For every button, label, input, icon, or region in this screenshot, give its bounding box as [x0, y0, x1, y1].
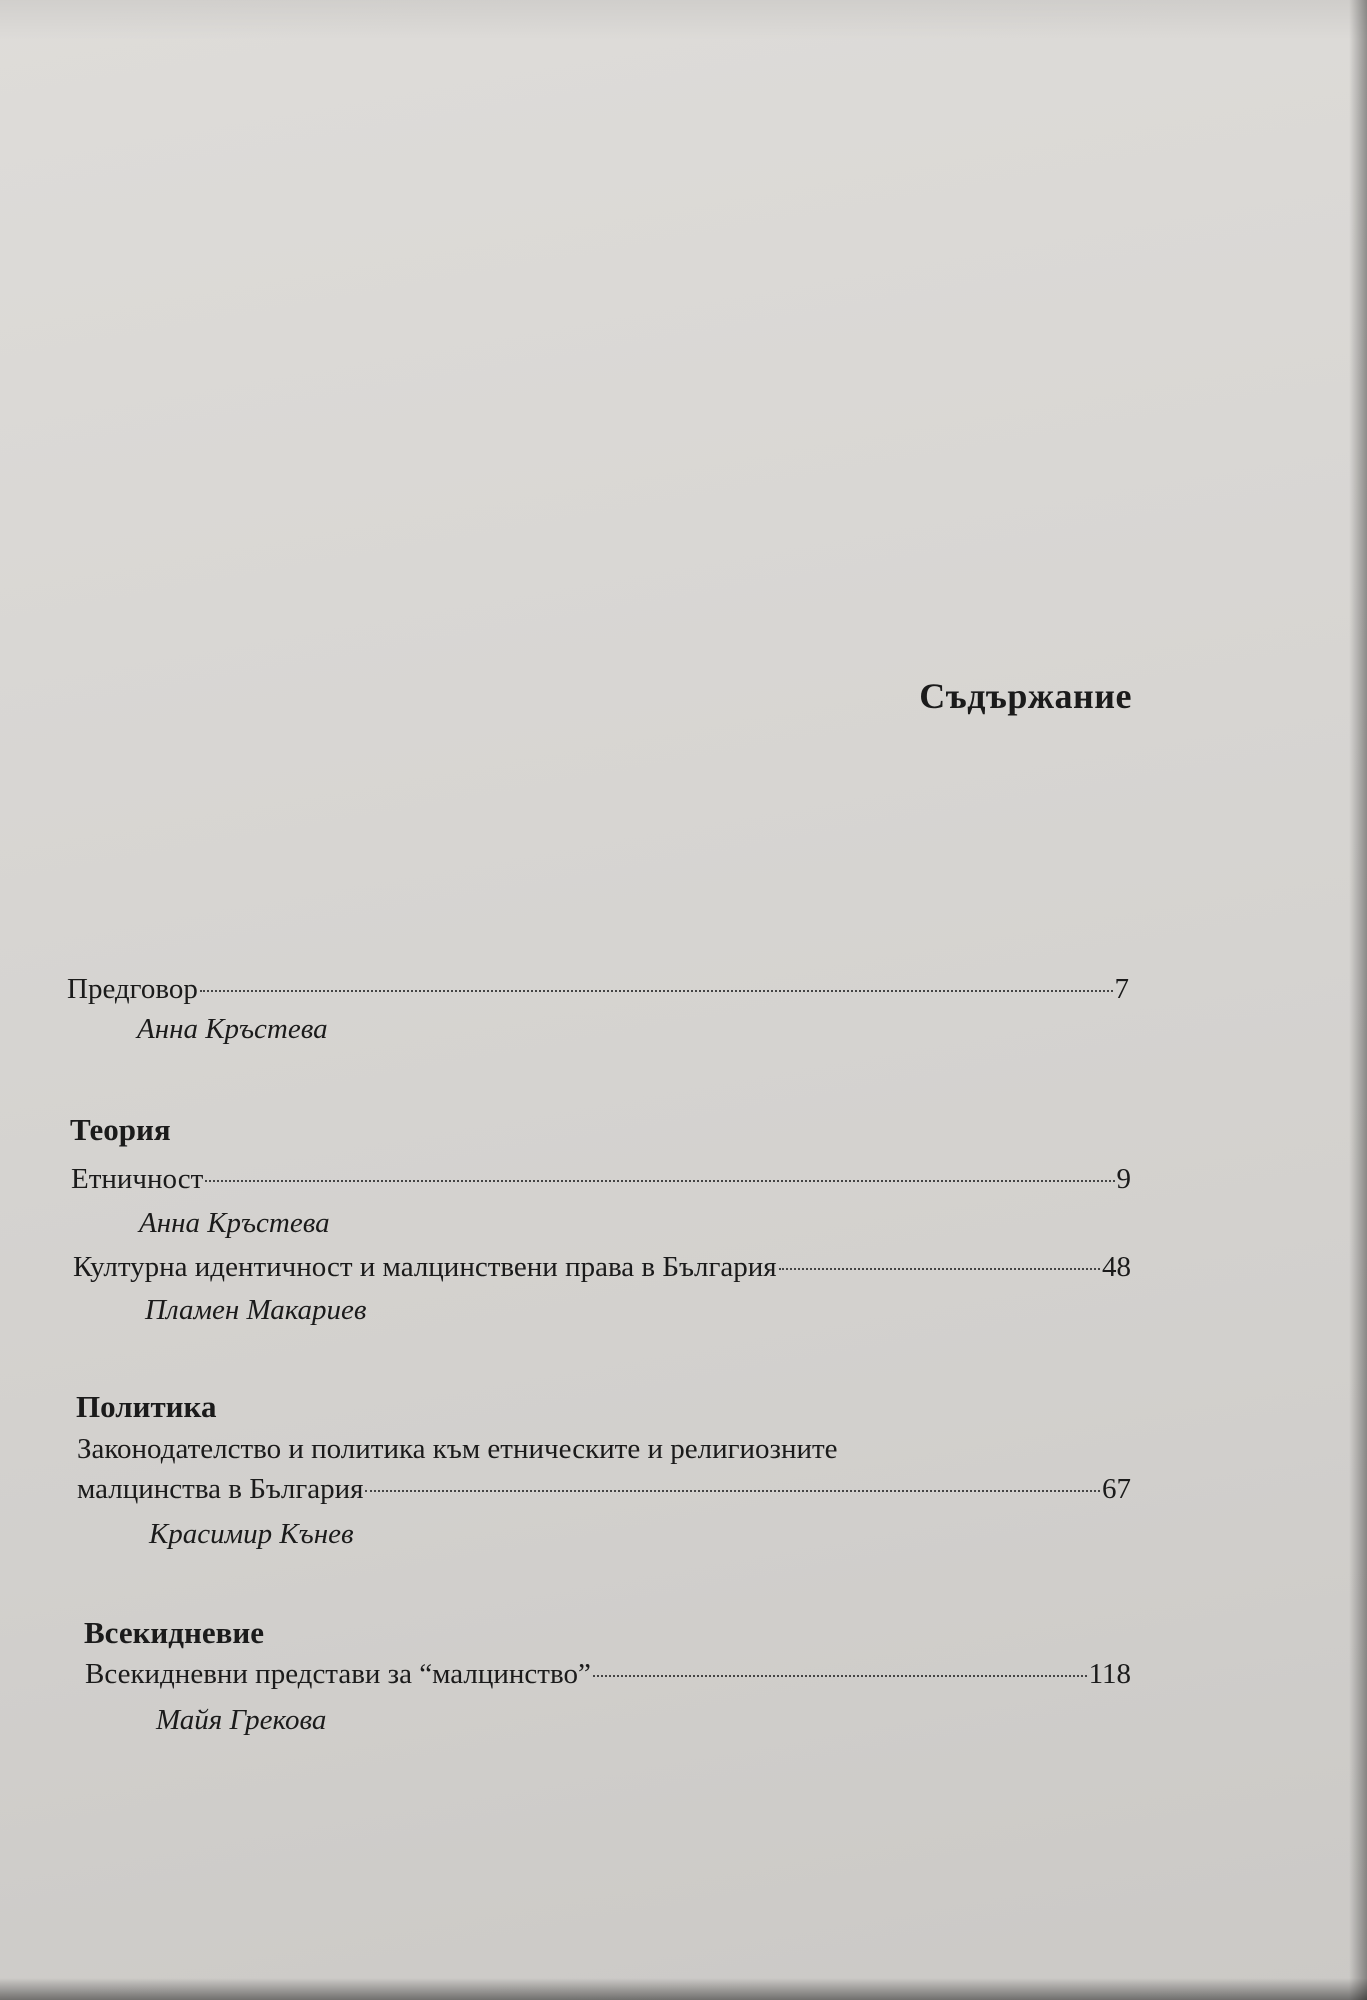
toc-page-number: 9 [1116, 1163, 1131, 1195]
page-shadow-right [1349, 0, 1367, 2000]
toc-page-number: 48 [1102, 1251, 1131, 1283]
toc-entry-author: Анна Кръстева [137, 1013, 328, 1045]
toc-entry-author: Майя Грекова [156, 1704, 327, 1736]
toc-page-number: 67 [1102, 1473, 1131, 1505]
toc-entry-author: Пламен Макариев [145, 1294, 367, 1326]
toc-entry-title: Всекидневни представи за “малцинство” [85, 1658, 591, 1690]
dot-leader [593, 1675, 1087, 1677]
dot-leader [779, 1268, 1100, 1270]
section-heading-everyday: Всекидневие [84, 1615, 264, 1650]
toc-page-number: 7 [1114, 973, 1129, 1005]
toc-page-number: 118 [1088, 1658, 1131, 1690]
toc-entry-author: Красимир Кънев [149, 1518, 354, 1550]
toc-entry-legislation [77, 1471, 1131, 1507]
toc-entry-author: Анна Кръстева [139, 1207, 330, 1239]
toc-entry-everyday [85, 1656, 1131, 1692]
contents-title: Съдържание [919, 676, 1132, 716]
section-heading-politics: Политика [76, 1389, 217, 1424]
toc-entry-title: Етничност [71, 1163, 204, 1195]
toc-entry-title: малцинства в България [77, 1473, 364, 1505]
toc-entry-cultural-identity [73, 1249, 1131, 1285]
page-shadow-bottom [0, 1978, 1367, 2000]
page-shadow-top [0, 0, 1367, 40]
toc-entry-preface [67, 971, 1129, 1007]
toc-entry-title: Предговор [67, 973, 198, 1005]
toc-entry-title: Културна идентичност и малцинствени права в България [73, 1251, 777, 1283]
dot-leader [205, 1180, 1114, 1182]
dot-leader [365, 1490, 1100, 1492]
toc-entry-title-line1: Законодателство и политика към етническите и религиозните [77, 1433, 838, 1465]
section-heading-theory: Теория [70, 1112, 171, 1147]
toc-entry-ethnicity [71, 1161, 1131, 1197]
dot-leader [200, 990, 1113, 992]
